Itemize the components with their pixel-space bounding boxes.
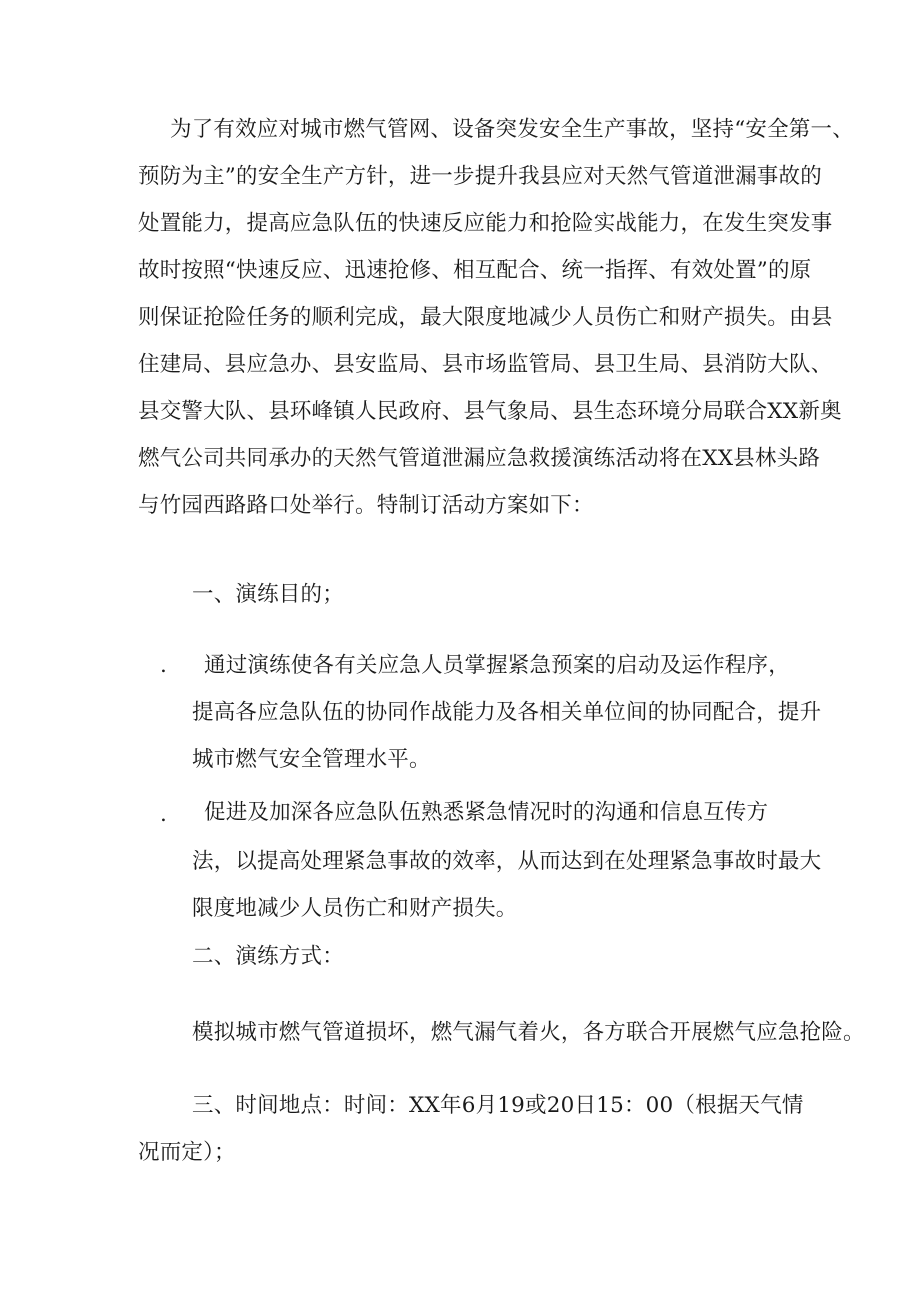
list-item-first-line: 通过演练使各有关应急人员掌握紧急预案的启动及运作程序， — [204, 653, 790, 678]
section-body-method: 模拟城市燃气管道损坏，燃气漏气着火，各方联合开展燃气应急抢险。 — [192, 1020, 865, 1045]
intro-line: 故时按照“快速反应、迅速抢修、相互配合、统一指挥、有效处置”的原 — [138, 258, 812, 283]
section-time-place-cont: 况而定）； — [138, 1140, 236, 1165]
list-item-line: 提高各应急队伍的协同作战能力及各相关单位间的协同配合，提升 — [192, 700, 822, 725]
list-item-line: 城市燃气安全管理水平。 — [192, 747, 431, 772]
list-item-line: 法，以提高处理紧急事故的效率，从而达到在处理紧急事故时最大 — [192, 849, 822, 874]
intro-line: 燃气公司共同承办的天然气管道泄漏应急救援演练活动将在XX县林头路 — [138, 446, 821, 471]
list-bullet: . — [160, 802, 167, 827]
intro-line: 则保证抢险任务的顺利完成，最大限度地减少人员伤亡和财产损失。由县 — [138, 305, 833, 330]
intro-line: 与竹园西路路口处举行。特制订活动方案如下： — [138, 493, 594, 518]
intro-line: 预防为主”的安全生产方针，进一步提升我县应对天然气管道泄漏事故的 — [138, 164, 822, 189]
list-item-first-line: 促进及加深各应急队伍熟悉紧急情况时的沟通和信息互传方 — [204, 800, 769, 825]
section-heading-method: 二、演练方式： — [192, 944, 344, 969]
list-item-line: 限度地减少人员伤亡和财产损失。 — [192, 896, 518, 921]
intro-line: 县交警大队、县环峰镇人民政府、县气象局、县生态环境分局联合XX新奥 — [138, 399, 842, 424]
intro-line: 住建局、县应急办、县安监局、县市场监管局、县卫生局、县消防大队、 — [138, 352, 833, 377]
list-bullet: . — [160, 653, 167, 678]
intro-line: 处置能力，提高应急队伍的快速反应能力和抢险实战能力，在发生突发事 — [138, 211, 833, 236]
section-time-place: 三、时间地点：时间：XX年6月19或20日15：00（根据天气情 — [192, 1093, 804, 1118]
intro-line: 为了有效应对城市燃气管网、设备突发安全生产事故，坚持“安全第一、 — [170, 117, 854, 142]
section-heading-purpose: 一、演练目的； — [192, 582, 344, 607]
